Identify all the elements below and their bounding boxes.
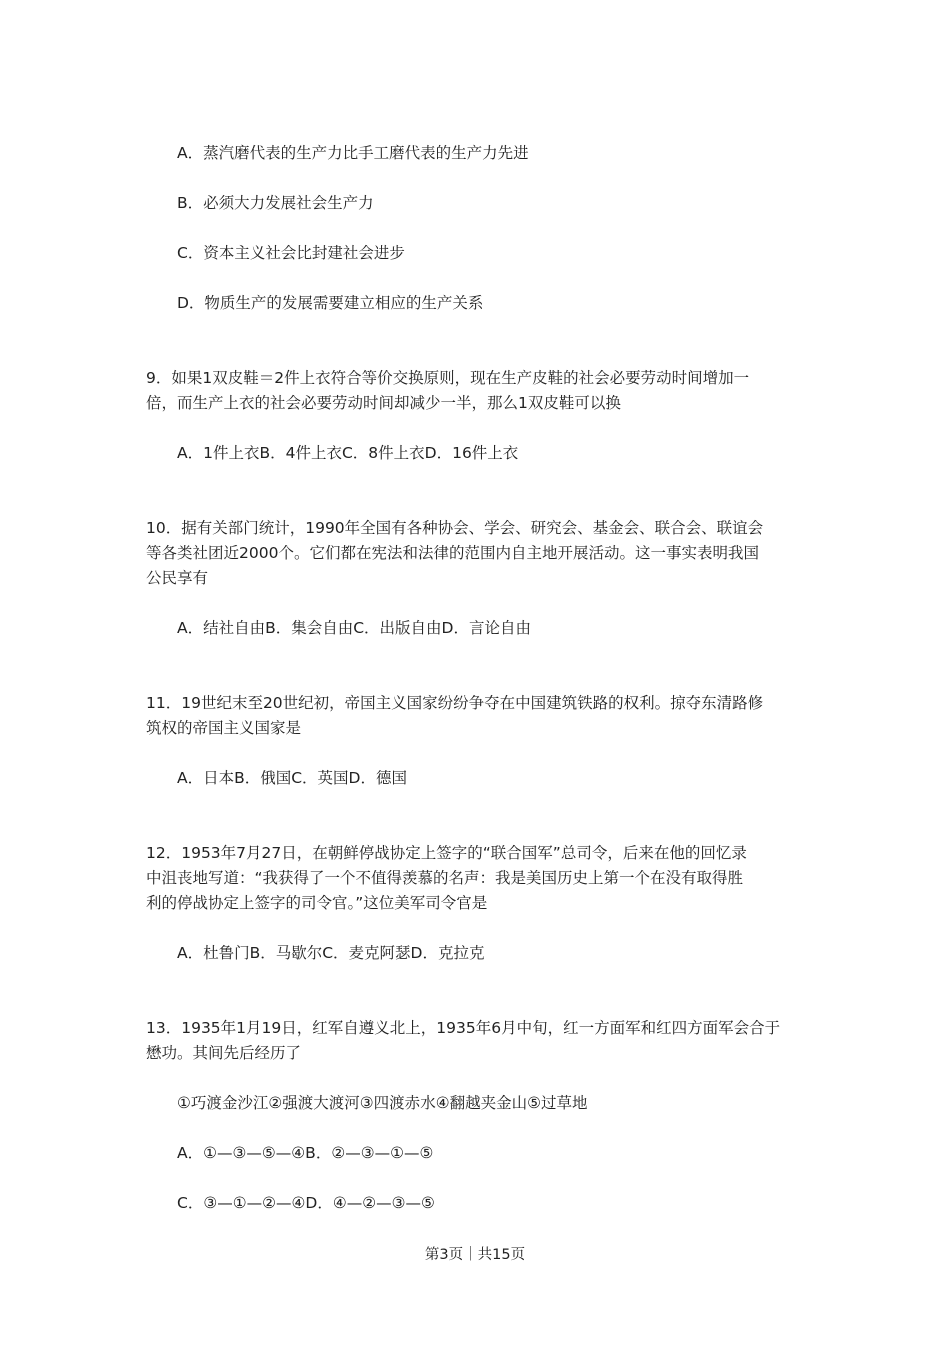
- q11-stem-line-2: 筑权的帝国主义国家是: [146, 719, 302, 737]
- q10-stem-line-3: 公民享有: [146, 569, 209, 587]
- q13-items: ①巧渡金沙江②强渡大渡河③四渡赤水④翻越夹金山⑤过草地: [177, 1094, 588, 1112]
- q9-stem-line-2: 倍，而生产上衣的社会必要劳动时间却减少一半，那么1双皮鞋可以换: [146, 394, 621, 412]
- q10-stem-line-1: 10．据有关部门统计，1990年全国有各种协会、学会、研究会、基金会、联合会、联谊会: [146, 519, 764, 537]
- q10-options: A．结社自由B．集会自由C．出版自由D．言论自由: [177, 619, 531, 637]
- prev-question-option-d: D．物质生产的发展需要建立相应的生产关系: [177, 294, 484, 312]
- q12-stem-line-2: 中沮丧地写道：“我获得了一个不值得羡慕的名声：我是美国历史上第一个在没有取得胜: [146, 869, 744, 887]
- q13-options-cd: C．③—①—②—④D．④—②—③—⑤: [177, 1194, 435, 1212]
- q12-stem-line-3: 利的停战协定上签字的司令官。”这位美军司令官是: [146, 894, 488, 912]
- q13-stem-line-2: 懋功。其间先后经历了: [146, 1044, 302, 1062]
- prev-question-option-c: C．资本主义社会比封建社会进步: [177, 244, 405, 262]
- q11-options: A．日本B．俄国C．英国D．德国: [177, 769, 407, 787]
- q12-options: A．杜鲁门B．马歇尔C．麦克阿瑟D．克拉克: [177, 944, 485, 962]
- page-footer: 第3页｜共15页: [424, 1247, 526, 1263]
- q9-options: A．1件上衣B．4件上衣C．8件上衣D．16件上衣: [177, 444, 519, 462]
- q11-stem-line-1: 11．19世纪末至20世纪初，帝国主义国家纷纷争夺在中国建筑铁路的权利。掠夺东清路修: [146, 694, 764, 712]
- q12-stem-line-1: 12．1953年7月27日，在朝鲜停战协定上签字的“联合国军”总司令，后来在他的回忆录: [146, 844, 747, 862]
- prev-question-option-b: B．必须大力发展社会生产力: [177, 194, 374, 212]
- prev-question-option-a: A．蒸汽磨代表的生产力比手工磨代表的生产力先进: [177, 144, 529, 162]
- q10-stem-line-2: 等各类社团近2000个。它们都在宪法和法律的范围内自主地开展活动。这一事实表明我国: [146, 544, 759, 562]
- q13-options-ab: A．①—③—⑤—④B．②—③—①—⑤: [177, 1144, 434, 1162]
- q9-stem-line-1: 9．如果1双皮鞋＝2件上衣符合等价交换原则，现在生产皮鞋的社会必要劳动时间增加一: [146, 369, 750, 387]
- q13-stem-line-1: 13．1935年1月19日，红军自遵义北上，1935年6月中旬，红一方面军和红四方面军会合于: [146, 1019, 781, 1037]
